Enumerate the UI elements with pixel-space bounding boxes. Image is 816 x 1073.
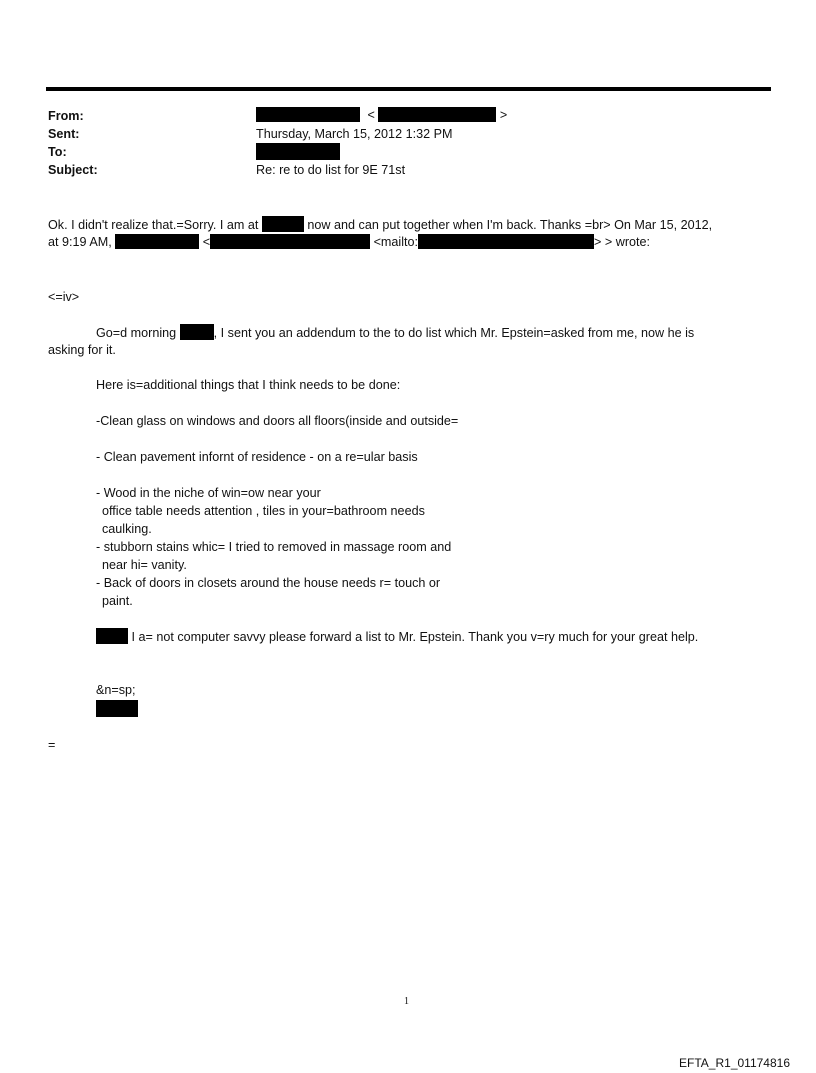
greeting-line-2: asking for it. [48, 343, 116, 357]
subject-label: Subject: [48, 163, 98, 177]
redaction-block [378, 107, 496, 122]
sent-label: Sent: [48, 127, 80, 141]
redaction-block [180, 324, 214, 340]
to-value [256, 143, 340, 162]
list-item-doors-cont: paint. [102, 594, 133, 608]
list-item-pavement: - Clean pavement infornt of residence - on a re=ular basis [96, 450, 418, 464]
subject-value: Re: re to do list for 9E 71st [256, 163, 406, 177]
sent-value: Thursday, March 15, 2012 1:32 PM [256, 127, 453, 141]
additional-things-line: Here is=additional things that I think needs to be done: [96, 378, 401, 392]
greeting-line: Go=d morning , I sent you an addendum to the to do list which Mr. Epstein=asked from me, now he is [96, 326, 695, 340]
list-item-wood: - Wood in the niche of win=ow near your [96, 486, 321, 500]
list-item-wood-cont: office table needs attention , tiles in your=bathroom needs [102, 504, 425, 518]
redaction-block [418, 234, 594, 249]
list-item-stains-cont: near hi= vanity. [102, 558, 187, 572]
from-value [256, 106, 507, 124]
body-line-1: Ok. I didn't realize that.=Sorry. I am at now and can put together when I'm back. Thanks =br> On Mar 15, 2012, [48, 218, 713, 232]
redaction-block [115, 234, 199, 249]
list-item-glass: -Clean glass on windows and doors all floors(inside and outside= [96, 414, 459, 428]
header-rule [46, 87, 771, 91]
redaction-block [210, 234, 370, 249]
redaction-block [256, 107, 360, 122]
list-item-wood-cont2: caulking. [102, 522, 152, 536]
nbsp-text: &n=sp; [96, 683, 136, 697]
redaction-block [256, 143, 340, 160]
div-tag-text: <=iv> [48, 290, 80, 304]
page-number: 1 [404, 996, 409, 1007]
bates-number: EFTA_R1_01174816 [679, 1056, 790, 1070]
body-line-2: at 9:19 AM, < <mailto: > > wrote: [48, 235, 651, 249]
redaction-block [96, 628, 128, 644]
from-label: From: [48, 109, 84, 123]
list-item-doors: - Back of doors in closets around the house needs r= touch or [96, 576, 441, 590]
from-gt: > [499, 108, 508, 122]
redaction-block [96, 700, 138, 717]
list-item-stains: - stubborn stains whic= I tried to removed in massage room and [96, 540, 452, 554]
to-label: To: [48, 145, 67, 159]
from-lt: < [367, 108, 375, 122]
closing-line: I a= not computer savvy please forward a list to Mr. Epstein. Thank you v=ry much for your great help. [96, 628, 698, 646]
redaction-block [262, 216, 304, 232]
equals-sign: = [48, 738, 56, 752]
signature-redaction [96, 700, 138, 719]
